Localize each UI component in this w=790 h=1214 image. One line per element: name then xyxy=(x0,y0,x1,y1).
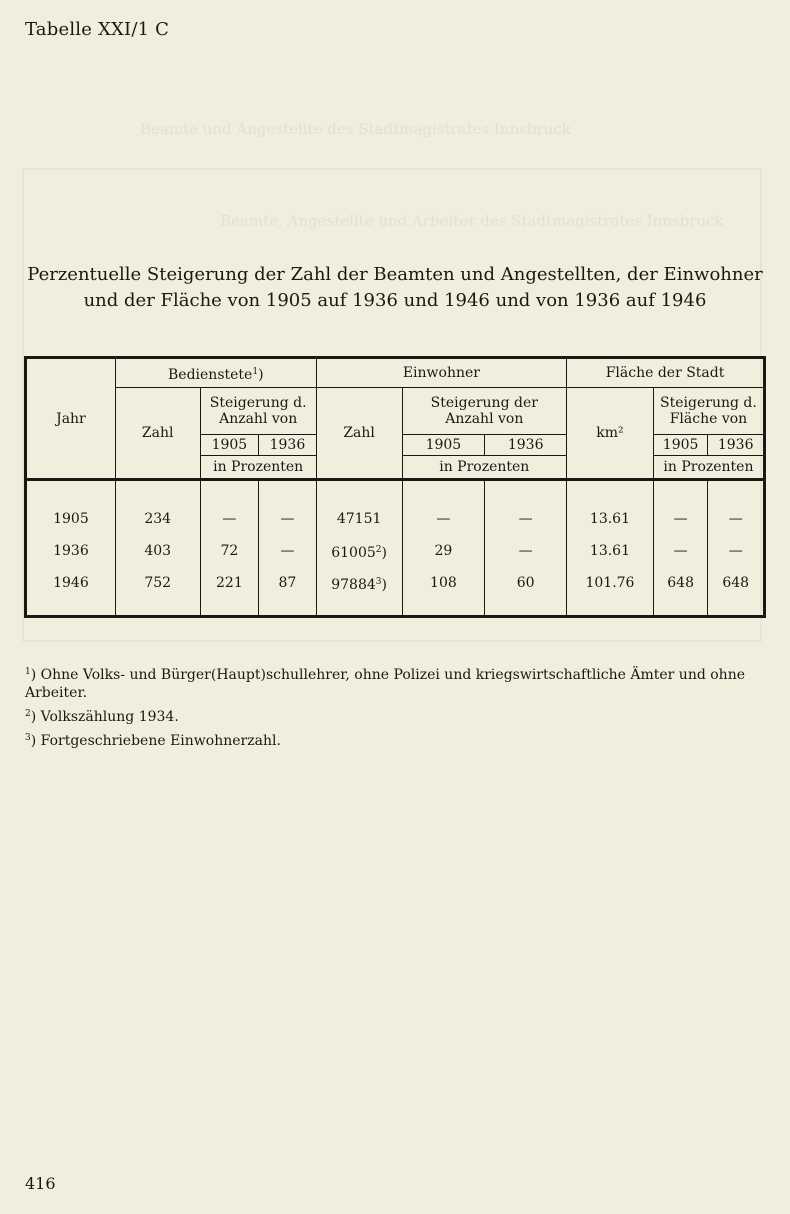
bleed-through-text: Beamte und Angestellte des Stadtmagistrates Innsbruck xyxy=(140,120,571,138)
footnote: $^1$) Ohne Volks- und Bürger(Haupt)schullehrer, ohne Polizei und kriegswirtschaftliche Ämter und ohne Arbeiter. xyxy=(25,667,745,701)
cell-bed-1936: — xyxy=(259,535,317,567)
cell-bed-1905: 221 xyxy=(200,567,259,599)
cell-bed-zahl: 234 xyxy=(115,503,200,535)
header-bed-zahl: Zahl xyxy=(115,388,200,480)
cell-fl-1936: — xyxy=(708,535,765,567)
header-ein-zahl: Zahl xyxy=(316,388,402,480)
cell-ein-zahl: 97884$^3$) xyxy=(316,567,402,599)
cell-fl-1936: 648 xyxy=(708,567,765,599)
cell-bed-zahl: 752 xyxy=(115,567,200,599)
cell-ein-1936: — xyxy=(485,503,567,535)
cell-fl-1905: — xyxy=(653,503,708,535)
cell-jahr: 1905 xyxy=(26,503,116,535)
header-flaeche: Fläche der Stadt xyxy=(567,358,765,388)
cell-ein-zahl: 61005$^2$) xyxy=(316,535,402,567)
cell-bed-zahl: 403 xyxy=(115,535,200,567)
header-km2: km² xyxy=(567,388,654,480)
cell-jahr: 1936 xyxy=(26,535,116,567)
header-fl-1936: 1936 xyxy=(708,435,765,456)
header-ein-1905: 1905 xyxy=(402,435,485,456)
cell-bed-1905: — xyxy=(200,503,259,535)
footnote: $^2$) Volkszählung 1934. xyxy=(25,709,179,725)
header-fl-prozent: in Prozenten xyxy=(653,456,764,480)
bleed-through-text: Beamte, Angestellte und Arbeiter des Stadtmagistrates Innsbruck xyxy=(220,212,724,230)
page-title: Perzentuelle Steigerung der Zahl der Beamten und Angestellten, der Einwohner und der Fläche von 1905 auf 1936 und 1946 und von 1936 auf 1946 xyxy=(27,264,763,311)
table-row xyxy=(26,535,765,567)
header-ein-steigerung: Steigerung der Anzahl von xyxy=(402,388,567,435)
cell-ein-zahl: 47151 xyxy=(316,503,402,535)
header-fl-steigerung: Steigerung d. Fläche von xyxy=(653,388,764,435)
page-number: 416 xyxy=(25,1174,56,1193)
footnotes xyxy=(25,663,770,753)
cell-ein-1905: 29 xyxy=(402,535,485,567)
statistics-table xyxy=(24,356,766,618)
cell-fl-1905: 648 xyxy=(653,567,708,599)
cell-bed-1905: 72 xyxy=(200,535,259,567)
header-bed-1936: 1936 xyxy=(259,435,317,456)
cell-bed-1936: — xyxy=(259,503,317,535)
header-ein-1936: 1936 xyxy=(485,435,567,456)
cell-fl-1936: — xyxy=(708,503,765,535)
cell-ein-1936: 60 xyxy=(485,567,567,599)
cell-ein-1936: — xyxy=(485,535,567,567)
cell-km: 13.61 xyxy=(567,503,654,535)
cell-km: 101.76 xyxy=(567,567,654,599)
header-bedienstete: Bedienstete$^1$) xyxy=(115,358,316,388)
cell-ein-1905: 108 xyxy=(402,567,485,599)
header-bed-steigerung: Steigerung d. Anzahl von xyxy=(200,388,316,435)
table-row xyxy=(26,567,765,599)
footnote: $^3$) Fortgeschriebene Einwohnerzahl. xyxy=(25,733,281,749)
header-bed-1905: 1905 xyxy=(200,435,259,456)
header-einwohner: Einwohner xyxy=(316,358,566,388)
header-jahr: Jahr xyxy=(26,358,116,480)
cell-jahr: 1946 xyxy=(26,567,116,599)
cell-fl-1905: — xyxy=(653,535,708,567)
cell-km: 13.61 xyxy=(567,535,654,567)
cell-ein-1905: — xyxy=(402,503,485,535)
header-ein-prozent: in Prozenten xyxy=(402,456,567,480)
cell-bed-1936: 87 xyxy=(259,567,317,599)
table-row xyxy=(26,503,765,535)
header-bed-prozent: in Prozenten xyxy=(200,456,316,480)
table-label: Tabelle XXI/1 C xyxy=(25,19,170,40)
header-fl-1905: 1905 xyxy=(653,435,708,456)
